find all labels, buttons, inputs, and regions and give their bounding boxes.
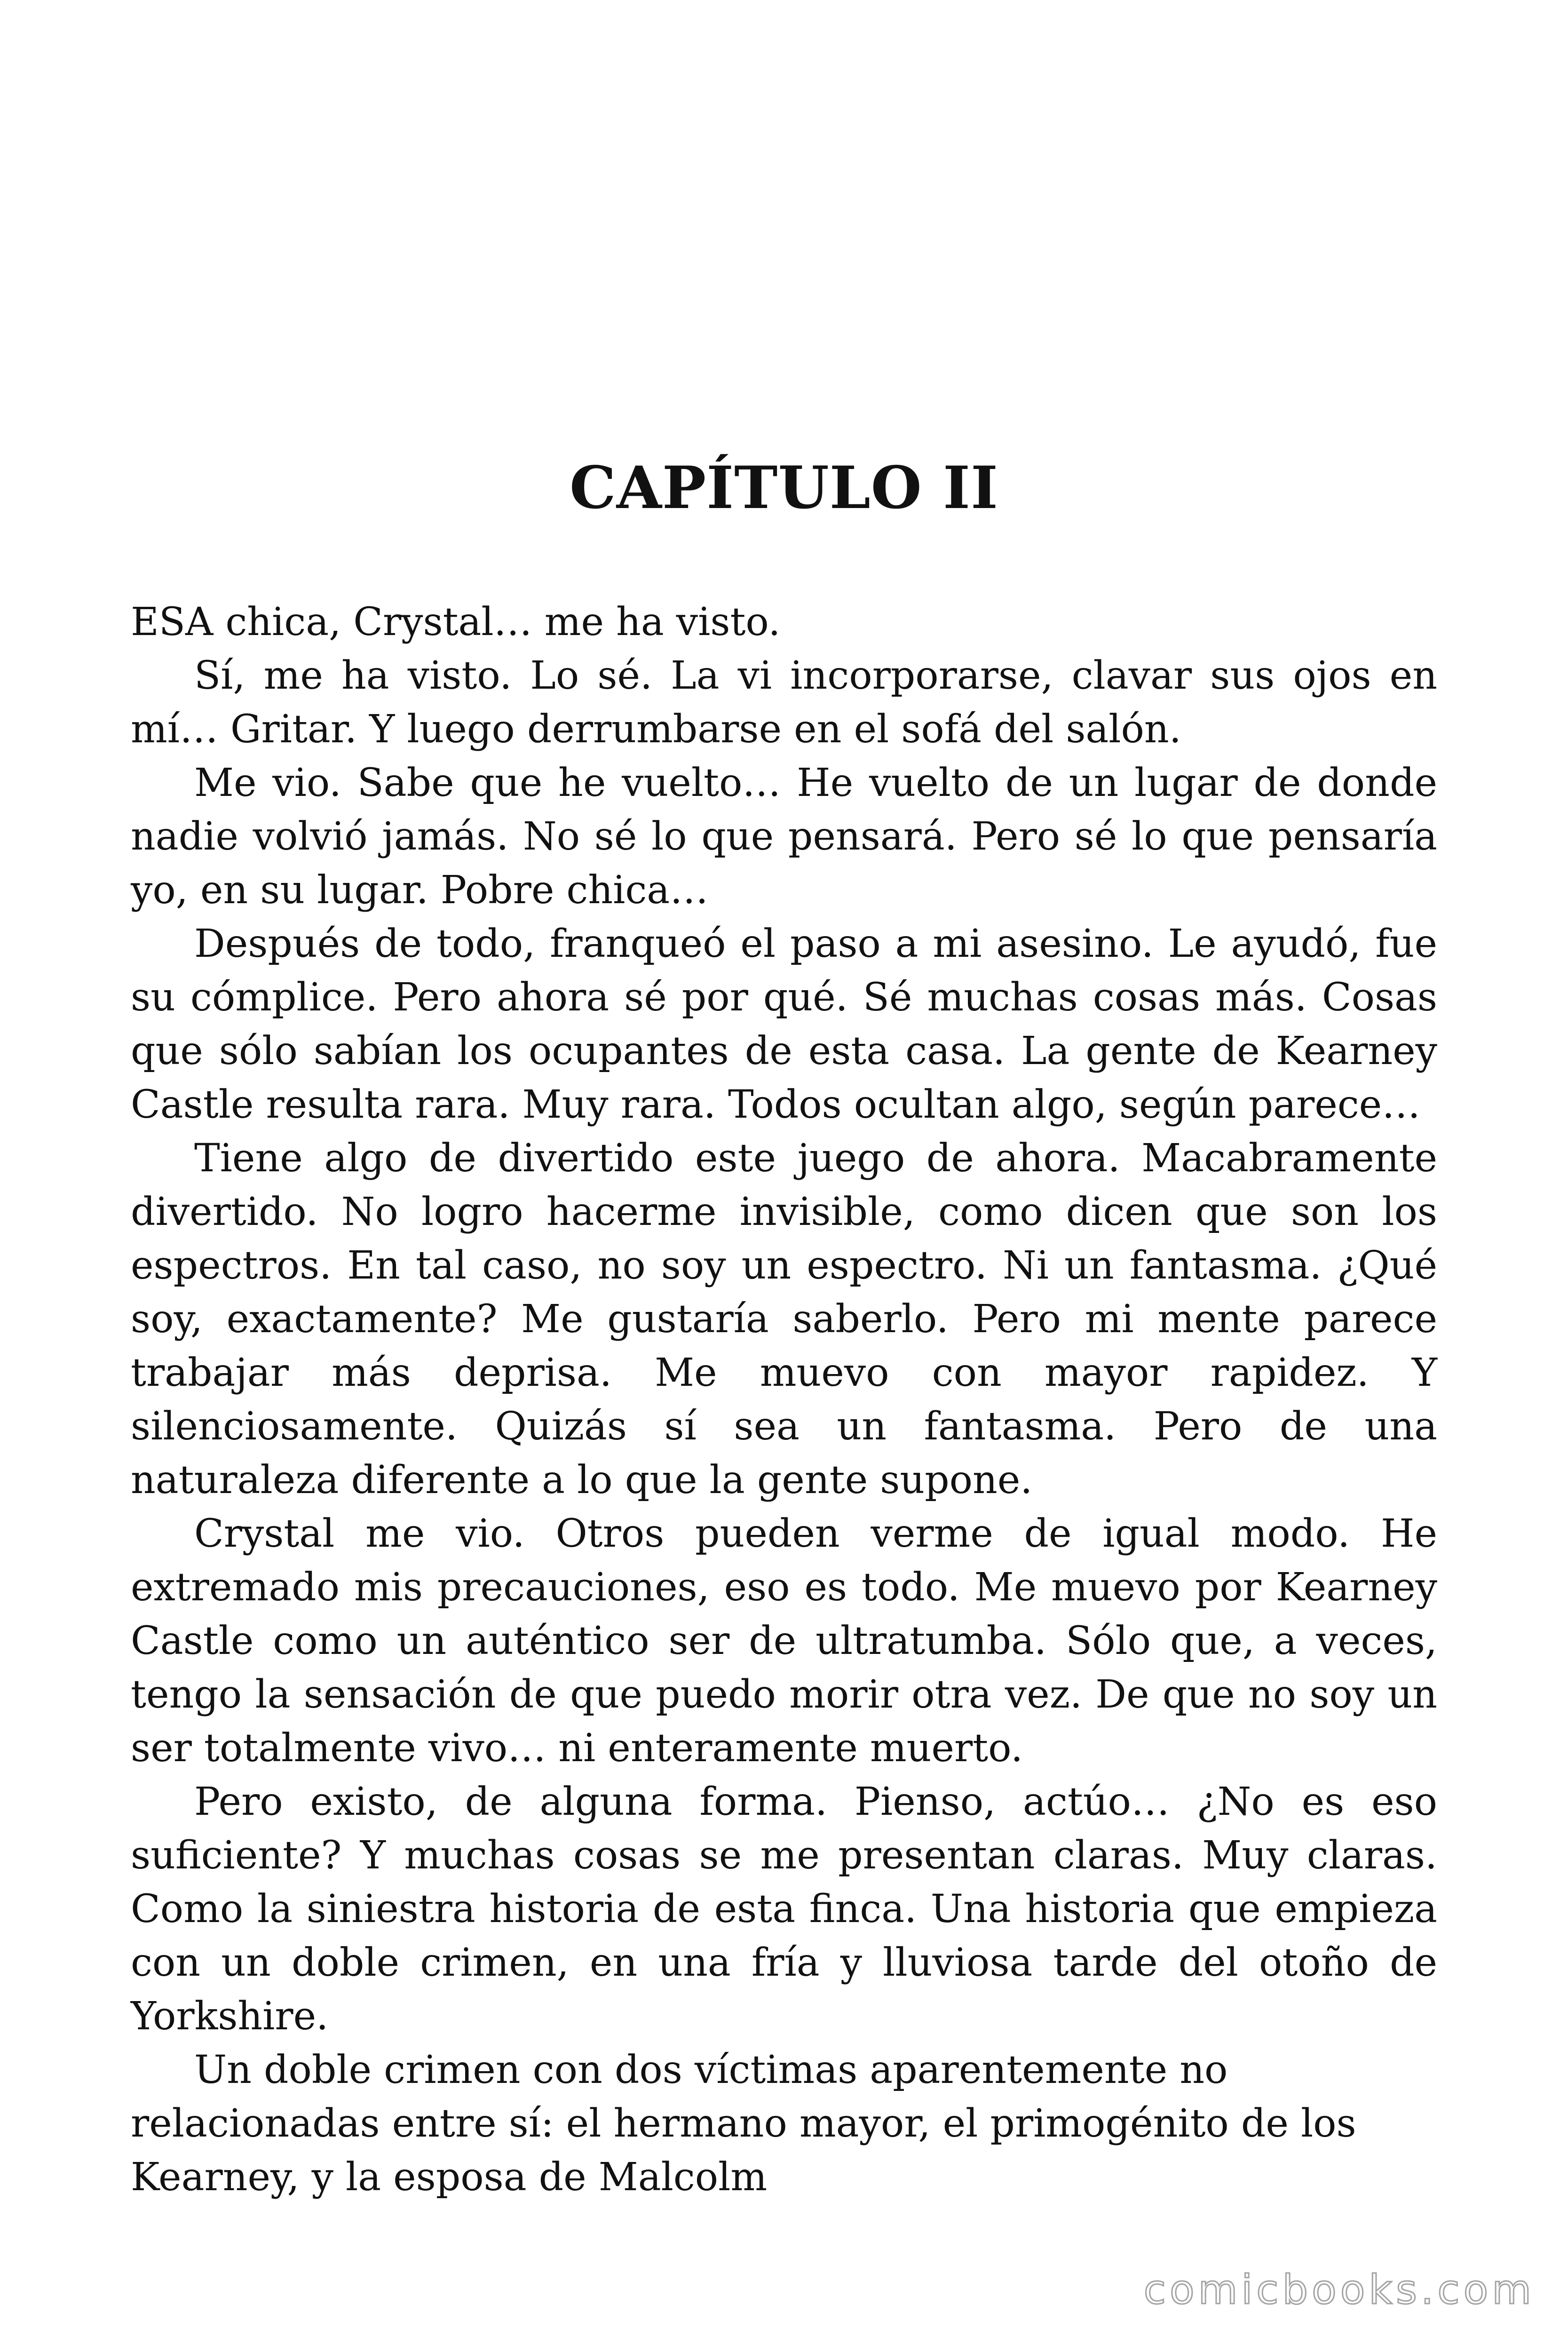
paragraph: Me vio. Sabe que he vuelto… He vuelto de un lugar de donde nadie volvió jamás. No sé lo que pensará. Pero sé lo que pensaría yo, en su lugar. Pobre chica… bbox=[131, 761, 1437, 913]
paragraph: Sí, me ha visto. Lo sé. La vi incorporarse, clavar sus ojos en mí… Gritar. Y luego derrumbarse en el sofá del salón. bbox=[131, 653, 1437, 752]
paragraph: Tiene algo de divertido este juego de ahora. Macabramente divertido. No logro hacerme invisible, como dicen que son los espectros. En tal caso, no soy un espectro. Ni un fantasma. ¿Qué soy, exactamente? Me gustaría saberlo. Pero mi mente parece trabajar más deprisa. Me muevo con mayor rapidez. Y silenciosamente. Quizás sí sea un fantasma. Pero de una naturaleza diferente a lo que la gente supone. bbox=[131, 1136, 1437, 1502]
paragraph: ESA chica, Crystal… me ha visto. bbox=[131, 600, 781, 644]
chapter-body bbox=[131, 596, 1437, 2204]
chapter-title: CAPÍTULO II bbox=[570, 454, 998, 522]
paragraph: Pero existo, de alguna forma. Pienso, actúo… ¿No es eso suficiente? Y muchas cosas se me presentan claras. Muy claras. Como la siniestra historia de esta finca. Una historia que empieza con un doble crimen, en una fría y lluviosa tarde del otoño de Yorkshire. bbox=[131, 1780, 1437, 2039]
paragraph: Crystal me vio. Otros pueden verme de igual modo. He extremado mis precauciones, eso es todo. Me muevo por Kearney Castle como un auténtico ser de ultratumba. Sólo que, a veces, tengo la sensación de que puedo morir otra vez. De que no soy un ser totalmente vivo… ni enteramente muerto. bbox=[131, 1511, 1437, 1771]
paragraph: Después de todo, franqueó el paso a mi asesino. Le ayudó, fue su cómplice. Pero ahora sé por qué. Sé muchas cosas más. Cosas que sólo sabían los ocupantes de esta casa. La gente de Kearney Castle resulta rara. Muy rara. Todos ocultan algo, según parece… bbox=[131, 922, 1437, 1127]
paragraph: Un doble crimen con dos víctimas aparentemente no relacionadas entre sí: el hermano mayor, el primogénito de los Kearney, y la esposa de Malcolm bbox=[131, 2048, 1356, 2200]
site-watermark: comicbooks.com bbox=[1143, 2266, 1535, 2313]
